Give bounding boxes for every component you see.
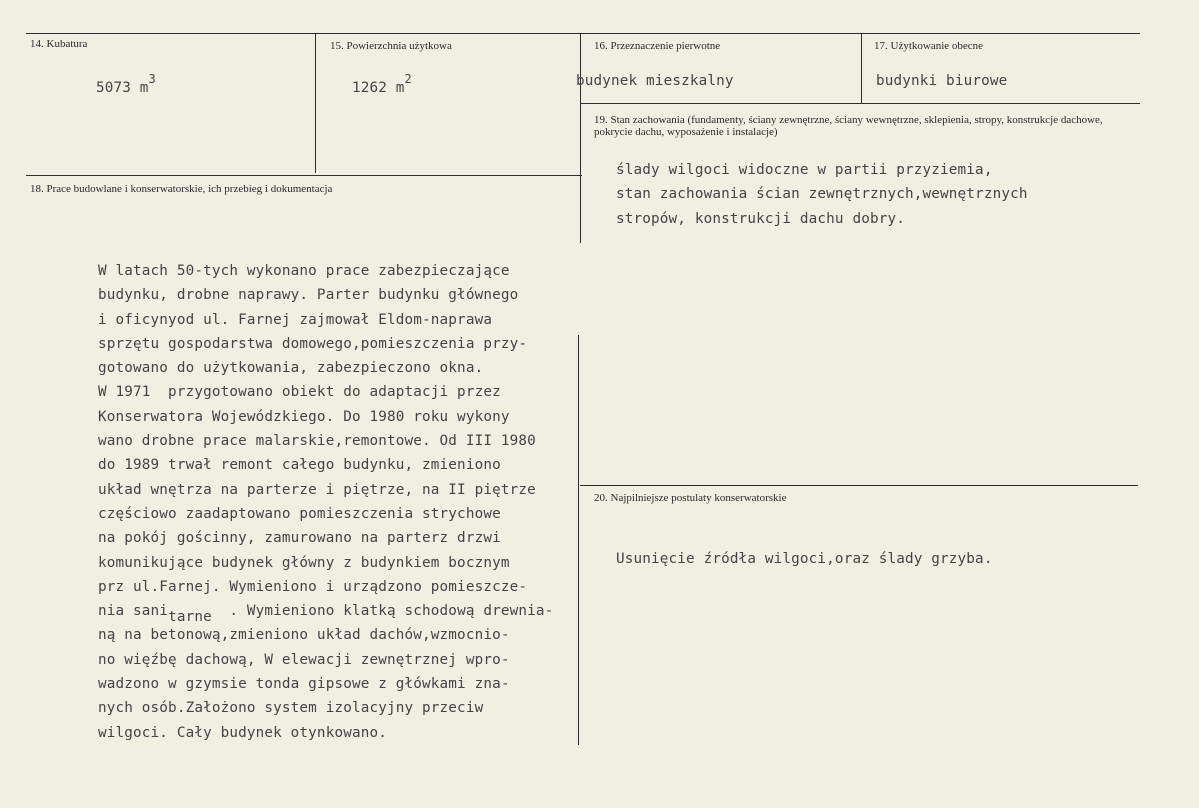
prace-line: ną na betonową,zmieniono układ dachów,wzmocnio- (98, 627, 510, 644)
przeznaczenie-label: 16. Przeznaczenie pierwotne (594, 40, 721, 52)
prace-line: prz ul.Farnej. Wymieniono i urządzono pomieszcze- (98, 578, 528, 595)
kubatura-number: 5073 m (96, 79, 149, 96)
rule-above-18 (26, 175, 582, 176)
sanitarne-end: . Wymieniono klatką schodową drewnia- (211, 603, 554, 620)
prace-line: W latach 50-tych wykonano prace zabezpieczające (98, 263, 510, 279)
prace-line: no więźbę dachową, W elewacji zewnętrznej wpro- (98, 651, 510, 668)
prace-line: W 1971 przygotowano obiekt do adaptacji przez (98, 384, 501, 401)
prace-line: częściowo zaadaptowano pomieszczenia strychowe (98, 505, 501, 522)
rule-above-20 (580, 485, 1138, 486)
przeznaczenie-value: budynek mieszkalny (576, 73, 734, 89)
prace-line: gotowano do użytkowania, zabezpieczono okna. (98, 360, 484, 377)
prace-line: układ wnętrza na parterze i piętrze, na II piętrze (98, 481, 536, 498)
prace-line-sanitarne (98, 599, 554, 626)
postulaty-label: 20. Najpilniejsze postulaty konserwatorskie (594, 492, 787, 504)
postulaty-value: Usunięcie źródła wilgoci,oraz ślady grzyba. (616, 551, 993, 567)
sanitarne-start: nia sani (98, 603, 169, 620)
stan-zachowania-text (616, 158, 1028, 231)
stan-line: ślady wilgoci widoczne w partii przyziemia, (616, 162, 993, 178)
prace-text (98, 259, 553, 745)
prace-line: wilgoci. Cały budynek otynkowano. (98, 724, 387, 741)
kubatura-value (96, 72, 156, 96)
stan-line: stan zachowania ścian zewnętrznych,wewnętrznych (616, 186, 1028, 203)
powierzchnia-exponent: 2 (404, 72, 412, 86)
sanitarne-sub: tarne (168, 609, 212, 626)
kubatura-label: 14. Kubatura (30, 38, 88, 50)
prace-line: sprzętu gospodarstwa domowego,pomieszczenia przy- (98, 335, 528, 352)
prace-line: nych osób.Założono system izolacyjny przeciw (98, 700, 484, 717)
divider-16-17 (861, 33, 862, 103)
rule-below-16-17 (580, 103, 1140, 104)
powierzchnia-number: 1262 m (352, 79, 405, 96)
prace-label: 18. Prace budowlane i konserwatorskie, ich przebieg i dokumentacja (30, 183, 333, 195)
prace-line: i oficynyod ul. Farnej zajmował Eldom-naprawa (98, 311, 493, 328)
prace-line: komunikujące budynek główny z budynkiem bocznym (98, 554, 510, 571)
prace-line: na pokój gościnny, zamurowano na parterz drzwi (98, 530, 501, 547)
divider-14-15 (315, 33, 316, 173)
prace-line: wadzono w gzymsie tonda gipsowe z główkami zna- (98, 676, 510, 693)
prace-line: do 1989 trwał remont całego budynku, zmieniono (98, 457, 501, 474)
stan-line: stropów, konstrukcji dachu dobry. (616, 210, 905, 227)
prace-line: wano drobne prace malarskie,remontowe. Od III 1980 (98, 433, 536, 450)
powierzchnia-label: 15. Powierzchnia użytkowa (330, 40, 452, 52)
divider-18-19-lower (578, 335, 579, 745)
uzytkowanie-label: 17. Użytkowanie obecne (874, 40, 984, 52)
kubatura-exponent: 3 (148, 72, 156, 86)
powierzchnia-value (352, 72, 412, 96)
prace-line: budynku, drobne naprawy. Parter budynku głównego (98, 287, 519, 304)
top-rule (26, 33, 1140, 34)
stan-zachowania-label: 19. Stan zachowania (fundamenty, ściany zewnętrzne, ściany wewnętrzne, sklepienia, stropy, konstrukcje dachowe, pokrycie dachu, wyposażenie i instalacje) (594, 114, 1103, 138)
prace-line: Konserwatora Wojewódzkiego. Do 1980 roku wykony (98, 408, 510, 425)
divider-15-16 (580, 33, 581, 243)
uzytkowanie-value: budynki biurowe (876, 73, 1008, 89)
